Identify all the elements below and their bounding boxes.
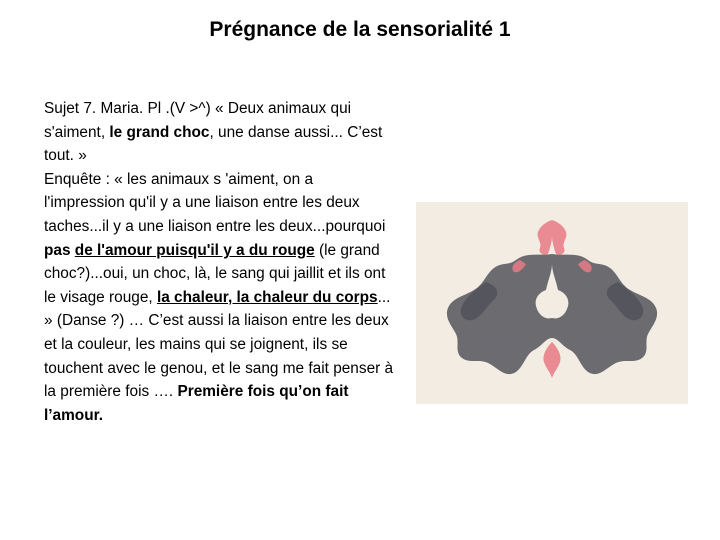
bold-phrase: pas — [44, 241, 75, 259]
paragraph-subject — [44, 97, 394, 168]
bold-phrase: Première fois qu’on fait l’amour. — [44, 383, 349, 424]
text-segment: (le grand choc?)...oui, un choc, là, le sang qui jaillit et ils ont le visage rouge, — [44, 241, 386, 306]
text-segment: Enquête : « les animaux s 'aiment, on a l'impression qu'il y a une liaison entre les deux taches...il y a une liaison entre les deux...pourquoi — [44, 170, 386, 235]
text-segment: Sujet 7. Maria. Pl .(V >^) « Deux animaux qui s'aiment, — [44, 100, 352, 141]
underlined-phrase: la chaleur, la chaleur du corps — [156, 288, 378, 306]
body-text — [44, 97, 394, 427]
slide-title: Prégnance de la sensorialité 1 — [209, 18, 511, 41]
rorschach-plate-image — [416, 202, 688, 404]
text-segment: , une danse aussi... C’est tout. » — [44, 123, 383, 165]
underlined-phrase: de l'amour puisqu'il y a du rouge — [74, 241, 315, 259]
text-segment: ... » (Danse ?) … C’est aussi la liaison entre les deux et la couleur, les mains qui se joignent, ils se touchent avec le genou, et le sang me fait penser à la première fois …. — [44, 288, 394, 401]
bold-phrase: le grand choc — [109, 123, 210, 141]
paragraph-inquiry — [44, 168, 394, 428]
